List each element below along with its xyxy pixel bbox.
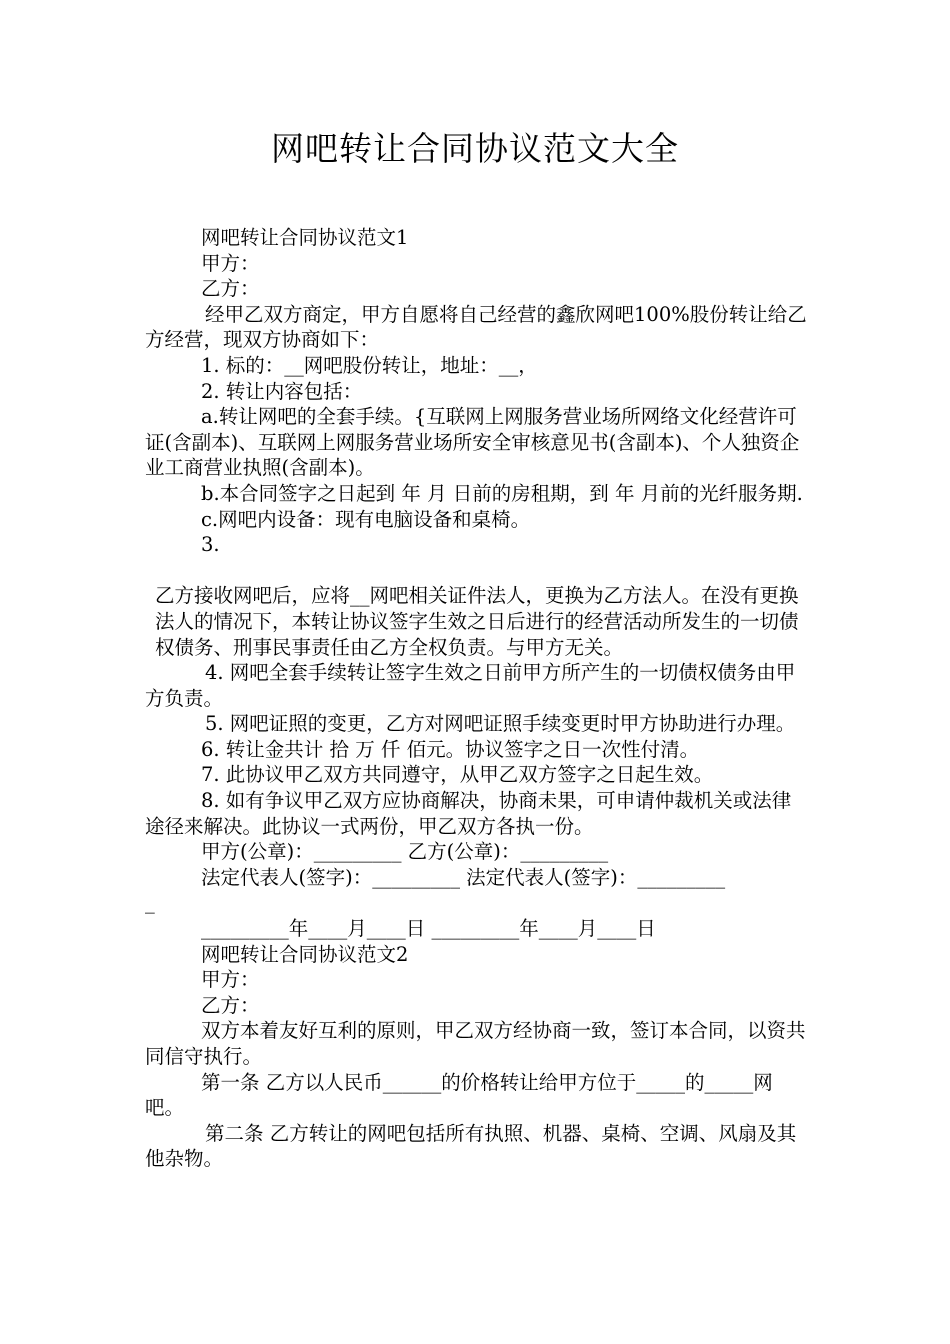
party-a-label: 甲方： (201, 251, 260, 275)
paragraph: 经甲乙双方商定，甲方自愿将自己经营的鑫欣网吧100%股份转让给乙方经营，现双方协商如下： (145, 302, 807, 352)
section-heading-2: 网吧转让合同协议范文2 (201, 942, 409, 966)
paragraph: 双方本着友好互利的原则，甲乙双方经协商一致，签订本合同，以资共同信守执行。 (145, 1019, 806, 1068)
clause-subitem: a.转让网吧的全套手续。{互联网上网服务营业场所网络文化经营许可证(含副本)、互联网上网服务营业场所安全审核意见书(含副本)、个人独资企业工商营业执照(含副本)。 (145, 405, 800, 480)
party-b-label: 乙方： (201, 993, 260, 1017)
article: 第二条 乙方转让的网吧包括所有执照、机器、桌椅、空调、风扇及其他杂物。 (145, 1121, 797, 1171)
clause-item: 6. 转让金共计 拾 万 仟 佰元。协议签字之日一次性付清。 (201, 737, 700, 761)
clause-item: 5. 网吧证照的变更，乙方对网吧证照手续变更时甲方协助进行办理。 (205, 712, 796, 736)
clause-item: 7. 此协议甲乙双方共同遵守，从甲乙双方签字之日起生效。 (201, 763, 714, 787)
underscore-fragment: _ (145, 891, 155, 915)
clause-item: 2. 转让内容包括： (201, 379, 363, 403)
party-b-label: 乙方： (201, 277, 260, 301)
clause-item: 1. 标的：__网吧股份转让，地址：__， (201, 353, 538, 377)
blank-line (145, 558, 810, 584)
party-a-label: 甲方： (201, 968, 260, 992)
clause-subitem: c.网吧内设备：现有电脑设备和桌椅。 (201, 507, 531, 531)
article: 第一条 乙方以人民币______的价格转让给甲方位于_____的_____网吧。 (145, 1070, 773, 1120)
clause-item: 4. 网吧全套手续转让签字生效之日前甲方所产生的一切债权债务由甲方负责。 (145, 661, 796, 710)
section-heading-1: 网吧转让合同协议范文1 (201, 226, 409, 249)
signature-line: 甲方(公章)：_________ 乙方(公章)：_________ (201, 840, 609, 864)
document-title: 网吧转让合同协议范文大全 (271, 129, 679, 168)
clause-item: 3. (201, 533, 220, 557)
clause-item: 8. 如有争议甲乙双方应协商解决，协商未果，可申请仲裁机关或法律途径来解决。此协议一式两份，甲乙双方各执一份。 (145, 789, 792, 838)
clause-subitem: b.本合同签字之日起到 年 月 日前的房租期，到 年 月前的光纤服务期. (201, 481, 803, 505)
signature-line: 法定代表人(签字)：_________ 法定代表人(签字)：_________ (201, 865, 726, 889)
date-line: _________年____月____日 _________年____月____日 (201, 917, 656, 941)
paragraph: 乙方接收网吧后，应将__网吧相关证件法人，更换为乙方法人。在没有更换法人的情况下，本转让协议签字生效之日后进行的经营活动所发生的一切债权债务、刑事民事责任由乙方全权负责。与甲方无关。 (155, 584, 799, 659)
document-body (145, 225, 810, 1172)
